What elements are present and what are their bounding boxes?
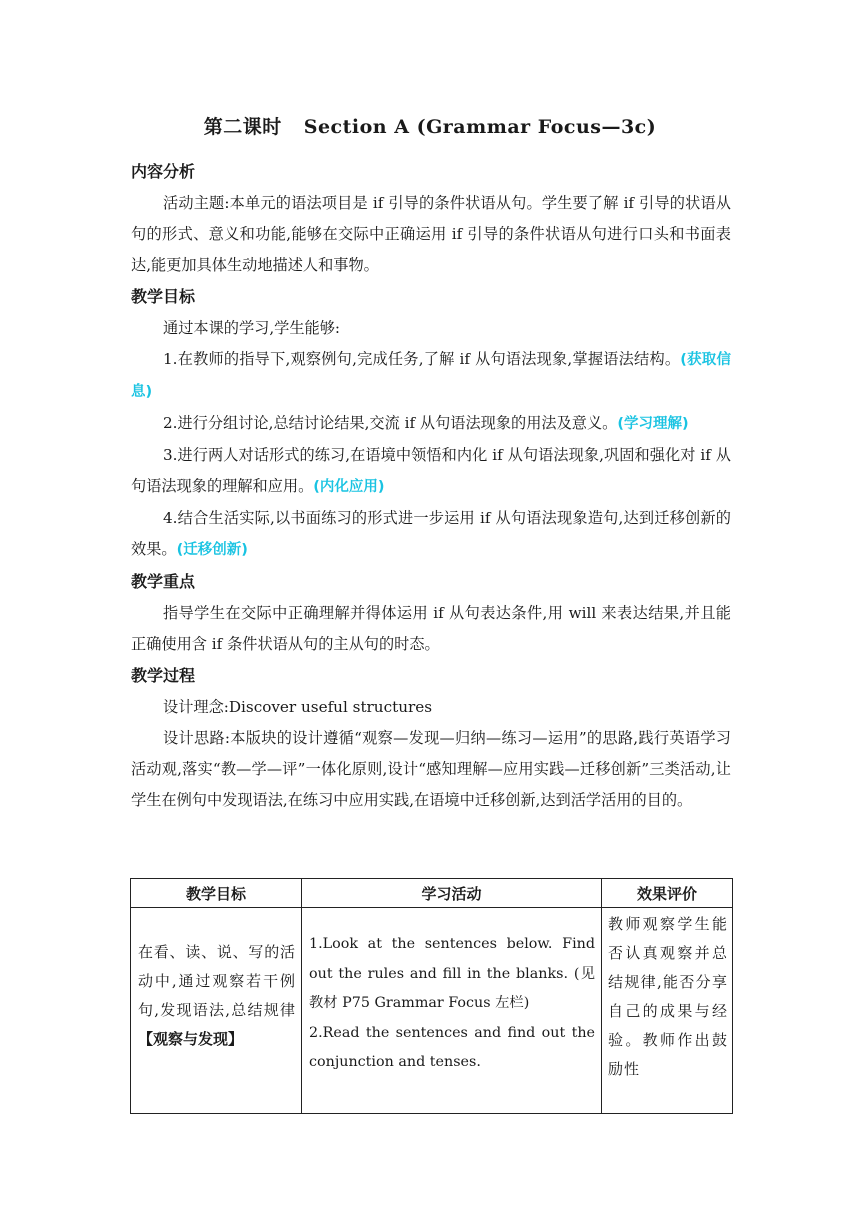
teaching-goal-item [131,440,731,503]
teaching-goal-item [131,344,731,408]
goal-item-text: 3.进行两人对话形式的练习,在语境中领悟和内化 if 从句语法现象,巩固和强化对 if 从句语法现象的理解和应用。 [131,446,731,495]
activity-cell [302,908,602,1114]
header-evaluation: 效果评价 [602,879,733,908]
teaching-goal-item [131,503,731,566]
teaching-process-heading: 教学过程 [131,666,196,685]
table-row [131,908,733,1114]
lesson-title [0,112,860,139]
activity-item: 1.Look at the sentences below. Find out the rules and fill in the blanks. (见教材 P75 Grammar Focus 左栏) [309,936,595,1011]
lesson-title-en: Section A (Grammar Focus—3c) [303,116,657,138]
goal-item-tag: (迁移创新) [176,542,248,558]
content-analysis-text: 活动主题:本单元的语法项目是 if 引导的条件状语从句。学生要了解 if 引导的状语从句的形式、意义和功能,能够在交际中正确运用 if 引导的条件状语从句进行口头和书面表达,能更加具体生动地描述人和事物。 [131,194,731,274]
lesson-title-cn: 第二课时 [203,116,282,138]
teaching-focus-heading: 教学重点 [131,572,196,591]
teaching-focus-text: 指导学生在交际中正确理解并得体运用 if 从句表达条件,用 will 来表达结果,并且能正确使用含 if 条件状语从句的主从句的时态。 [131,604,731,653]
document-body [131,156,731,816]
design-concept: 设计理念:Discover useful structures [163,698,433,716]
goal-cell-tag: 【观察与发现】 [138,1030,244,1048]
lesson-plan-table [130,878,733,1114]
teaching-goals-intro: 通过本课的学习,学生能够: [163,319,341,337]
content-analysis-heading: 内容分析 [131,162,196,181]
design-approach: 设计思路:本版块的设计遵循“观察—发现—归纳—练习—运用”的思路,践行英语学习活动观,落实“教—学—评”一体化原则,设计“感知理解—应用实践—迁移创新”三类活动,让学生在例句中发现语法,在练习中应用实践,在语境中迁移创新,达到活学活用的目的。 [131,729,731,809]
goal-item-tag: (学习理解) [617,416,689,432]
goal-item-tag: (获取信息) [131,352,731,400]
goal-cell [131,908,302,1114]
teaching-goals-heading: 教学目标 [131,287,196,306]
goal-item-text: 4.结合生活实际,以书面练习的形式进一步运用 if 从句语法现象造句,达到迁移创新的效果。 [131,509,731,558]
goal-item-tag: (内化应用) [313,479,385,495]
table-header-row [131,879,733,908]
teaching-goal-item [131,408,731,440]
goal-item-text: 2.进行分组讨论,总结讨论结果,交流 if 从句语法现象的用法及意义。 [163,414,618,432]
header-teaching-goal: 教学目标 [131,879,302,908]
evaluation-cell: 教师观察学生能否认真观察并总结规律,能否分享自己的成果与经验。教师作出鼓励性 [602,908,733,1114]
header-learning-activity: 学习活动 [302,879,602,908]
goal-cell-text: 在看、读、说、写的活动中,通过观察若干例句,发现语法,总结规律 [138,943,295,1019]
goal-item-text: 1.在教师的指导下,观察例句,完成任务,了解 if 从句语法现象,掌握语法结构。 [163,350,681,368]
activity-item: 2.Read the sentences and find out the conjunction and tenses. [309,1024,595,1070]
